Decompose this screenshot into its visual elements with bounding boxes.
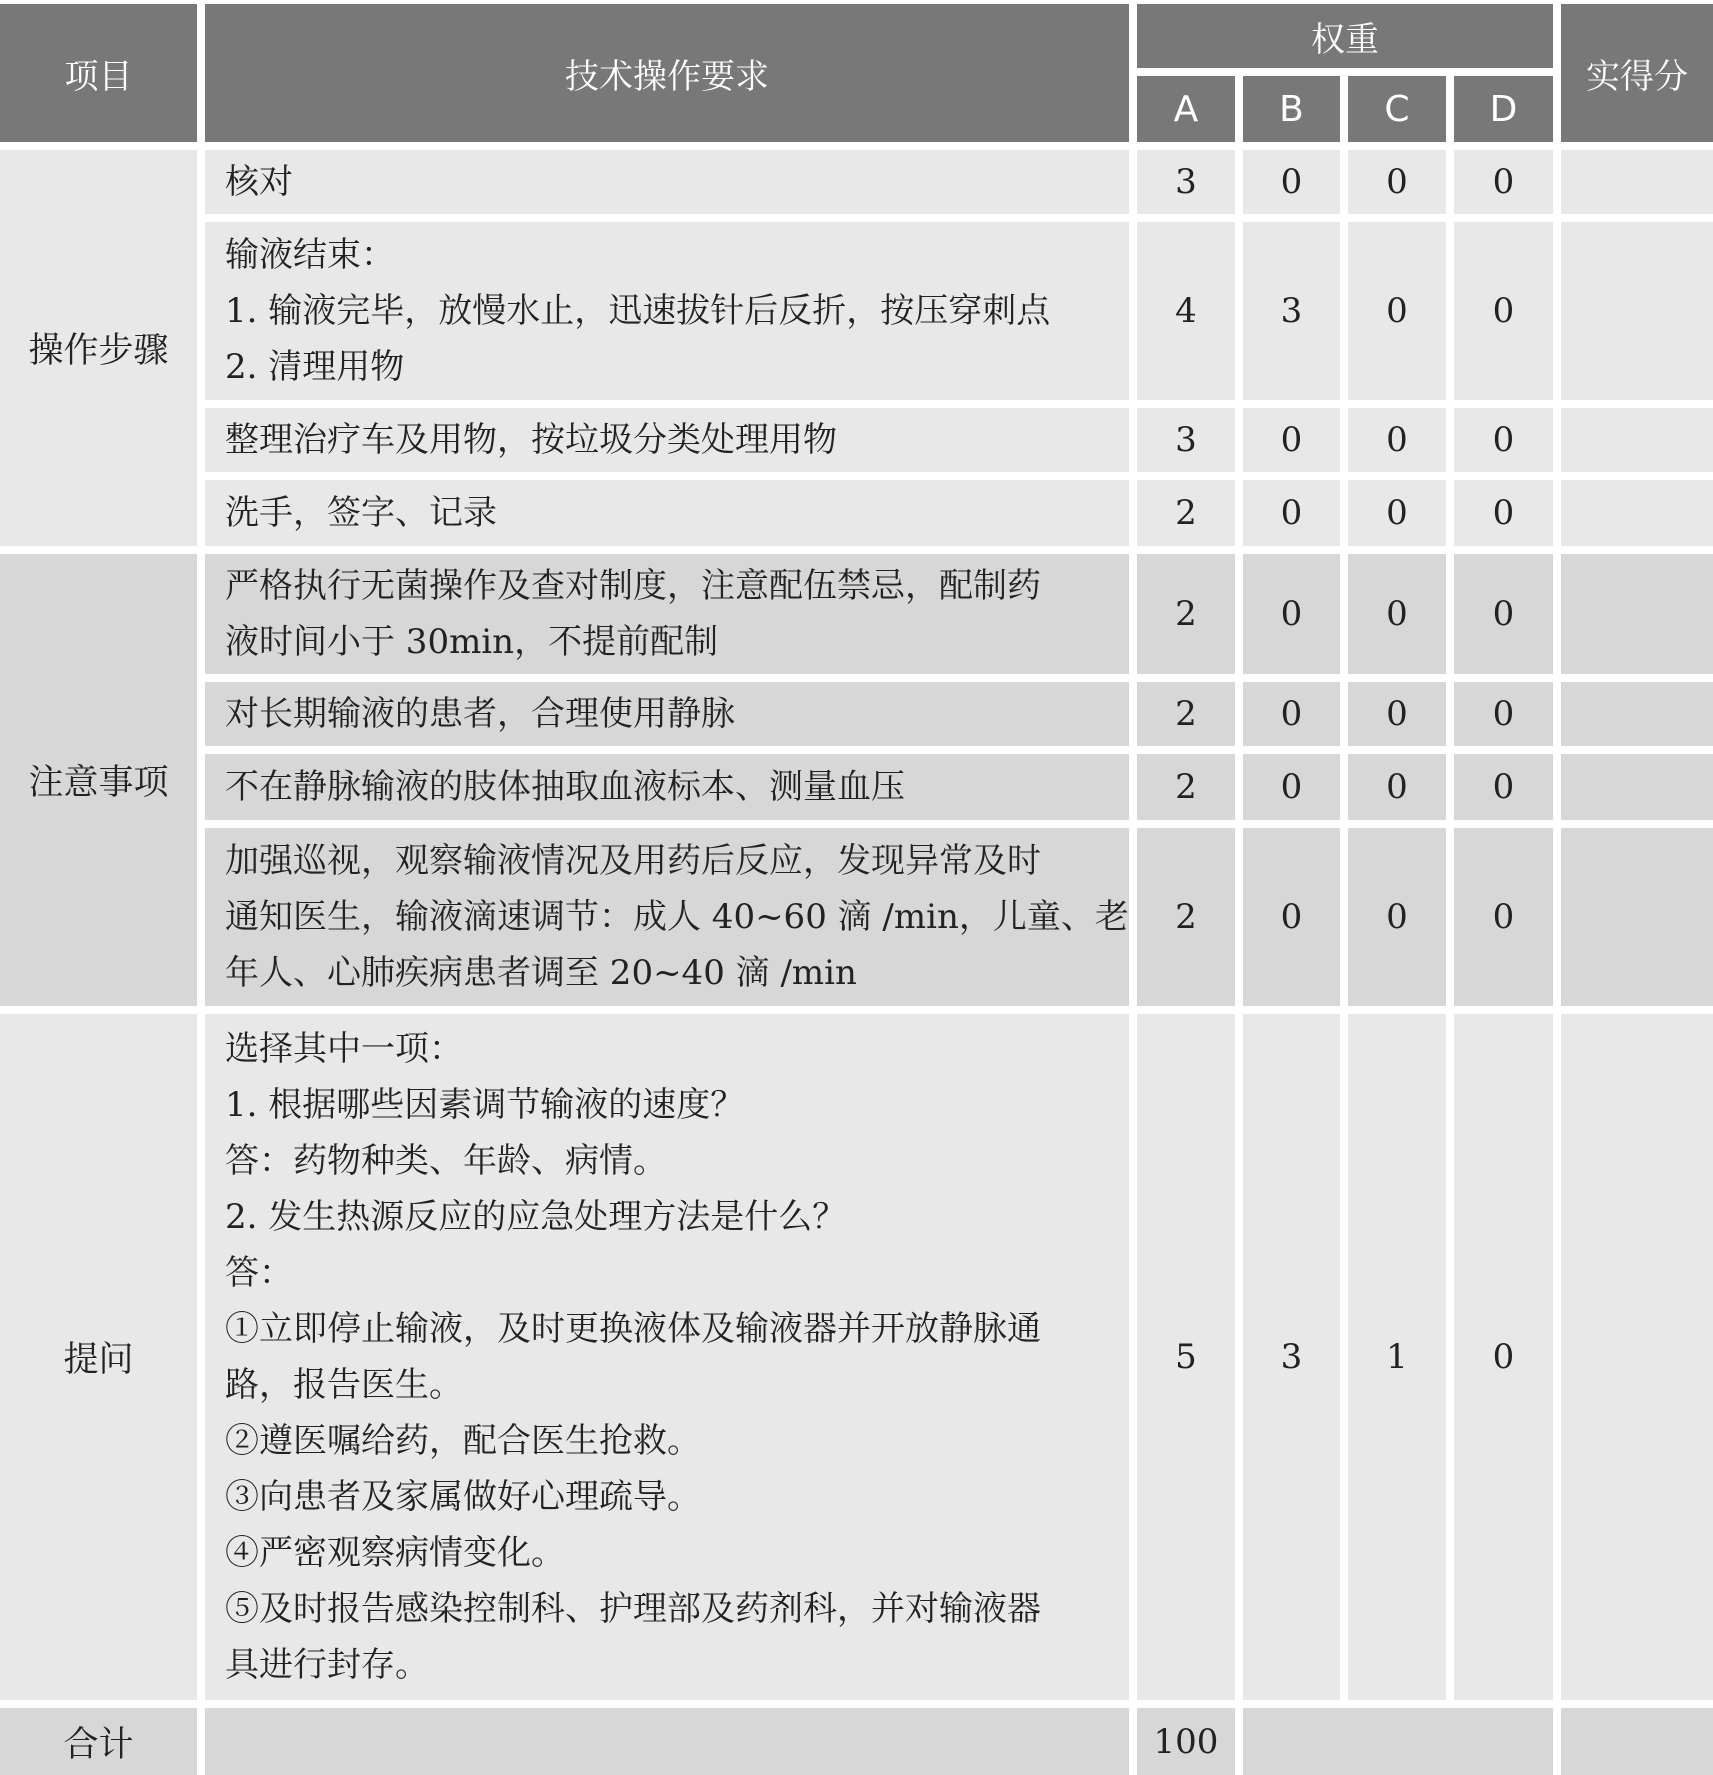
weight-b: 0: [1243, 150, 1340, 214]
weight-c: 0: [1348, 554, 1446, 674]
header-grade-b: B: [1243, 76, 1340, 142]
weight-d: 0: [1454, 150, 1553, 214]
requirement-line: 严格执行无菌操作及查对制度，注意配伍禁忌，配制药: [225, 566, 1041, 606]
weight-c: 0: [1348, 150, 1446, 214]
header-grade-c: C: [1348, 76, 1446, 142]
weight-b: 0: [1243, 828, 1340, 1006]
requirement-line: 具进行封存。: [225, 1645, 429, 1685]
requirement-line: 1. 输液完毕，放慢水止，迅速拔针后反折，按压穿刺点: [225, 291, 1051, 331]
requirement-line: 输液结束：: [225, 235, 395, 275]
weight-d: 0: [1454, 682, 1553, 746]
weight-d: 0: [1454, 828, 1553, 1006]
requirement-cell: [205, 1014, 1129, 1700]
requirement-cell: [205, 554, 1129, 674]
header-weight: 权重: [1137, 4, 1553, 68]
header-grade-a: A: [1137, 76, 1235, 142]
requirement-line: 1. 根据哪些因素调节输液的速度？: [225, 1085, 745, 1125]
weight-c: 0: [1348, 480, 1446, 546]
requirement-line: ③向患者及家属做好心理疏导。: [225, 1477, 701, 1517]
requirement-line: ⑤及时报告感染控制科、护理部及药剂科，并对输液器: [225, 1589, 1041, 1629]
requirement-line: ②遵医嘱给药，配合医生抢救。: [225, 1421, 701, 1461]
weight-a: 5: [1137, 1014, 1235, 1700]
weight-c: 0: [1348, 828, 1446, 1006]
requirement-line: ①立即停止输液，及时更换液体及输液器并开放静脉通: [225, 1309, 1041, 1349]
actual-score-cell[interactable]: [1561, 1014, 1713, 1700]
requirement-cell: [205, 754, 1129, 820]
weight-b: 3: [1243, 1014, 1340, 1700]
weight-b: 3: [1243, 222, 1340, 400]
total-value: 100: [1137, 1708, 1235, 1775]
actual-score-cell[interactable]: [1561, 150, 1713, 214]
actual-score-cell[interactable]: [1561, 682, 1713, 746]
weight-a: 2: [1137, 828, 1235, 1006]
requirement-cell: [205, 682, 1129, 746]
requirement-line: 2. 清理用物: [225, 347, 405, 387]
weight-a: 2: [1137, 754, 1235, 820]
requirement-line: 年人、心肺疾病患者调至 20~40 滴 /min: [225, 953, 857, 993]
weight-d: 0: [1454, 480, 1553, 546]
weight-c: 0: [1348, 222, 1446, 400]
weight-b: 0: [1243, 554, 1340, 674]
actual-score-cell[interactable]: [1561, 754, 1713, 820]
weight-c: 1: [1348, 1014, 1446, 1700]
weight-a: 3: [1137, 408, 1235, 472]
requirement-line: 洗手，签字、记录: [225, 493, 497, 533]
weight-a: 2: [1137, 480, 1235, 546]
requirement-cell: [205, 150, 1129, 214]
weight-d: 0: [1454, 1014, 1553, 1700]
header-grade-d: D: [1454, 76, 1553, 142]
requirement-cell: [205, 222, 1129, 400]
weight-b: 0: [1243, 754, 1340, 820]
weight-b: 0: [1243, 480, 1340, 546]
section-label-questions: 提问: [0, 1014, 197, 1700]
requirement-line: 整理治疗车及用物，按垃圾分类处理用物: [225, 420, 837, 460]
requirement-line: 核对: [225, 162, 293, 202]
weight-a: 2: [1137, 554, 1235, 674]
requirement-line: 2. 发生热源反应的应急处理方法是什么？: [225, 1197, 847, 1237]
requirement-cell: [205, 408, 1129, 472]
weight-a: 4: [1137, 222, 1235, 400]
total-requirement-cell: [205, 1708, 1129, 1775]
actual-score-cell[interactable]: [1561, 222, 1713, 400]
actual-score-cell[interactable]: [1561, 554, 1713, 674]
total-weight-cell: [1243, 1708, 1553, 1775]
weight-d: 0: [1454, 222, 1553, 400]
actual-score-cell[interactable]: [1561, 408, 1713, 472]
weight-b: 0: [1243, 408, 1340, 472]
requirement-cell: [205, 480, 1129, 546]
weight-d: 0: [1454, 554, 1553, 674]
actual-score-cell[interactable]: [1561, 828, 1713, 1006]
requirement-line: 通知医生，输液滴速调节：成人 40~60 滴 /min，儿童、老: [225, 897, 1129, 937]
weight-a: 2: [1137, 682, 1235, 746]
requirement-line: 路，报告医生。: [225, 1365, 463, 1405]
weight-b: 0: [1243, 682, 1340, 746]
section-label-notes: 注意事项: [0, 554, 197, 1006]
requirement-line: 不在静脉输液的肢体抽取血液标本、测量血压: [225, 767, 905, 807]
total-actual-score-cell[interactable]: [1561, 1708, 1713, 1775]
requirement-line: ④严密观察病情变化。: [225, 1533, 565, 1573]
weight-d: 0: [1454, 408, 1553, 472]
weight-a: 3: [1137, 150, 1235, 214]
weight-c: 0: [1348, 754, 1446, 820]
requirement-line: 答：: [225, 1253, 293, 1293]
requirement-line: 答：药物种类、年龄、病情。: [225, 1141, 667, 1181]
actual-score-cell[interactable]: [1561, 480, 1713, 546]
header-item: 项目: [0, 4, 197, 142]
requirement-line: 液时间小于 30min，不提前配制: [225, 622, 719, 662]
requirement-line: 加强巡视，观察输液情况及用药后反应，发现异常及时: [225, 841, 1041, 881]
header-requirement: 技术操作要求: [205, 4, 1129, 142]
header-actual-score: 实得分: [1561, 4, 1713, 142]
requirement-cell: [205, 828, 1129, 1006]
weight-c: 0: [1348, 682, 1446, 746]
weight-c: 0: [1348, 408, 1446, 472]
weight-d: 0: [1454, 754, 1553, 820]
total-label: 合计: [0, 1708, 197, 1775]
requirement-line: 对长期输液的患者，合理使用静脉: [225, 694, 735, 734]
section-label-operation: 操作步骤: [0, 150, 197, 546]
requirement-line: 选择其中一项：: [225, 1029, 463, 1069]
